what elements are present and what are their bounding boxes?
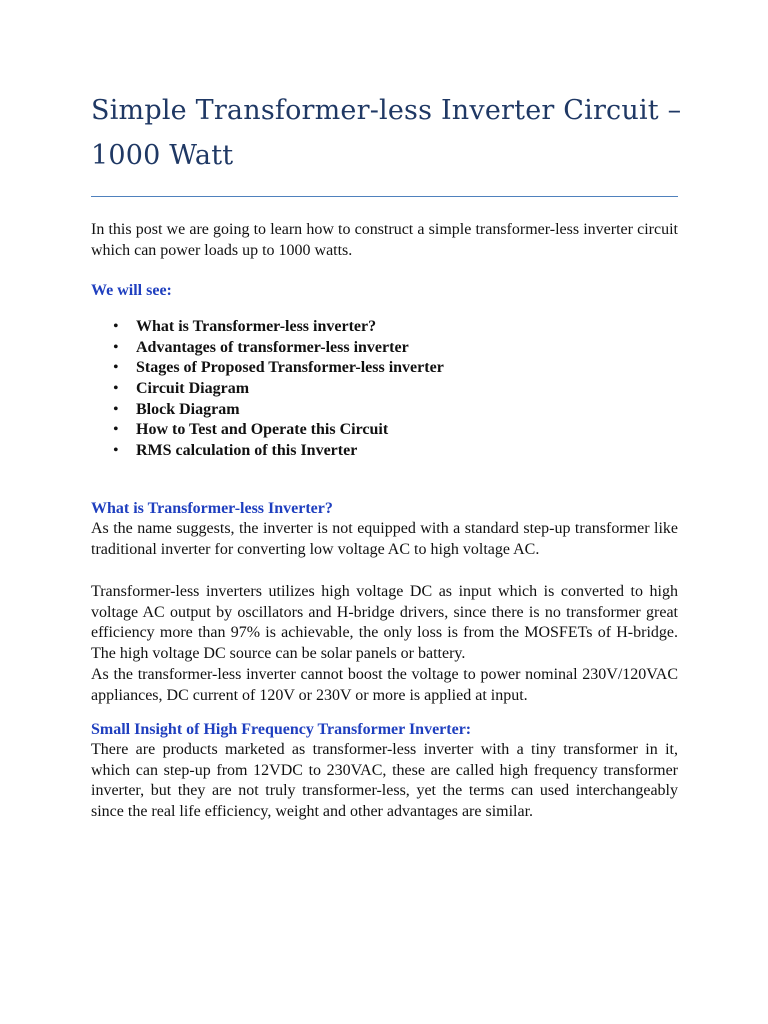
topic-label: Stages of Proposed Transformer-less inverter	[136, 359, 444, 377]
topic-label: What is Transformer-less inverter?	[136, 318, 377, 335]
topic-label: RMS calculation of this Inverter	[136, 442, 358, 460]
bullet-icon: •	[113, 400, 119, 418]
bullet-icon: •	[113, 318, 119, 335]
bullet-icon: •	[113, 359, 119, 377]
topics-list-item	[91, 379, 678, 400]
topic-label: Block Diagram	[136, 400, 240, 418]
document-title: Simple Transformer-less Inverter Circuit – 1000 Watt	[91, 95, 682, 171]
section-heading-what-is: What is Transformer-less Inverter?	[91, 500, 333, 517]
intro-paragraph: In this post we are going to learn how to construct a simple transformer-less inverter circuit which can power loads up to 1000 watts.	[91, 221, 678, 259]
title-divider	[91, 196, 678, 197]
section1-paragraph-2: Transformer-less inverters utilizes high voltage DC as input which is converted to high voltage AC output by oscillators and H-bridge drivers, since there is no transformer great efficiency more than 97% is achievable, the only loss is from the MOSFETs of H-bridge. The high voltage DC source can be solar panels or battery.	[91, 583, 678, 663]
topics-list	[91, 317, 678, 462]
bullet-icon: •	[113, 380, 119, 398]
we-will-see-heading: We will see:	[91, 282, 172, 299]
topics-list-item	[91, 420, 678, 441]
topics-list-item	[91, 338, 678, 359]
topics-list-item	[91, 358, 678, 379]
topic-label: How to Test and Operate this Circuit	[136, 421, 389, 439]
section1-paragraph-3: As the transformer-less inverter cannot boost the voltage to power nominal 230V/120VAC appliances, DC current of 120V or 230V or more is applied at input.	[91, 666, 678, 704]
topic-label: Advantages of transformer-less inverter	[136, 338, 409, 356]
bullet-icon: •	[113, 338, 119, 356]
topic-label: Circuit Diagram	[136, 380, 250, 398]
topics-list-item	[91, 441, 678, 462]
topics-list-item	[91, 317, 678, 338]
section-heading-high-frequency: Small Insight of High Frequency Transformer Inverter:	[91, 721, 472, 738]
bullet-icon: •	[113, 442, 119, 460]
bullet-icon: •	[113, 421, 119, 439]
topics-list-item	[91, 400, 678, 421]
section1-paragraph-1: As the name suggests, the inverter is not equipped with a standard step-up transformer like traditional inverter for converting low voltage AC to high voltage AC.	[91, 520, 678, 558]
section2-paragraph-1: There are products marketed as transformer-less inverter with a tiny transformer in it, which can step-up from 12VDC to 230VAC, these are called high frequency transformer inverter, but they are not truly transformer-less, yet the terms can used interchangeably since the real life efficiency, weight and other advantages are similar.	[91, 741, 678, 821]
